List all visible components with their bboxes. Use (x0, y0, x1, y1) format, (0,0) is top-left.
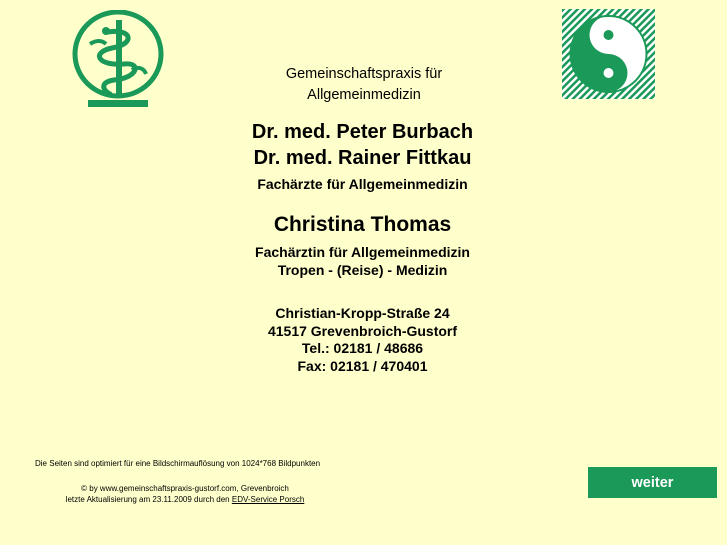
footer-update-text: letzte Aktualisierung am 23.11.2009 durch den (65, 495, 232, 504)
doctor-name: Dr. med. Peter Burbach (251, 121, 474, 143)
practice-line-2: Allgemeinmedizin (307, 87, 421, 103)
associate-specialty-line-1: Fachärztin für Allgemeinmedizin (255, 244, 470, 260)
address-block (190, 305, 535, 375)
caduceus-logo-icon (72, 10, 164, 110)
yin-yang-logo-icon (562, 9, 655, 99)
address-phone: Tel.: 02181 / 48686 (301, 340, 424, 356)
weiter-button-label: weiter (631, 474, 674, 491)
edv-service-link[interactable]: EDV-Service Porsch (231, 495, 305, 504)
footer-optimized-note: Die Seiten sind optimiert für eine Bildschirmauflösung von 1024*768 Bildpunkten (35, 459, 321, 468)
doctor-name: Dr. med. Rainer Fittkau (253, 147, 472, 169)
associate-specialty-line-2: Tropen - (Reise) - Medizin (277, 262, 448, 278)
doctors-specialty: Fachärzte für Allgemeinmedizin (257, 176, 468, 192)
address-fax: Fax: 02181 / 470401 (297, 357, 428, 374)
address-street: Christian-Kropp-Straße 24 (275, 305, 450, 321)
practice-title (214, 64, 514, 106)
footer-update (0, 495, 370, 504)
address-city: 41517 Grevenbroich-Gustorf (267, 322, 458, 339)
footer-copyright: © by www.gemeinschaftspraxis-gustorf.com, Grevenbroich (81, 484, 289, 493)
practice-line-1: Gemeinschaftspraxis für (285, 66, 443, 82)
associate-name: Christina Thomas (273, 213, 452, 236)
associate-specialty (190, 243, 535, 279)
doctors-names (190, 119, 535, 171)
weiter-button[interactable] (588, 467, 717, 498)
